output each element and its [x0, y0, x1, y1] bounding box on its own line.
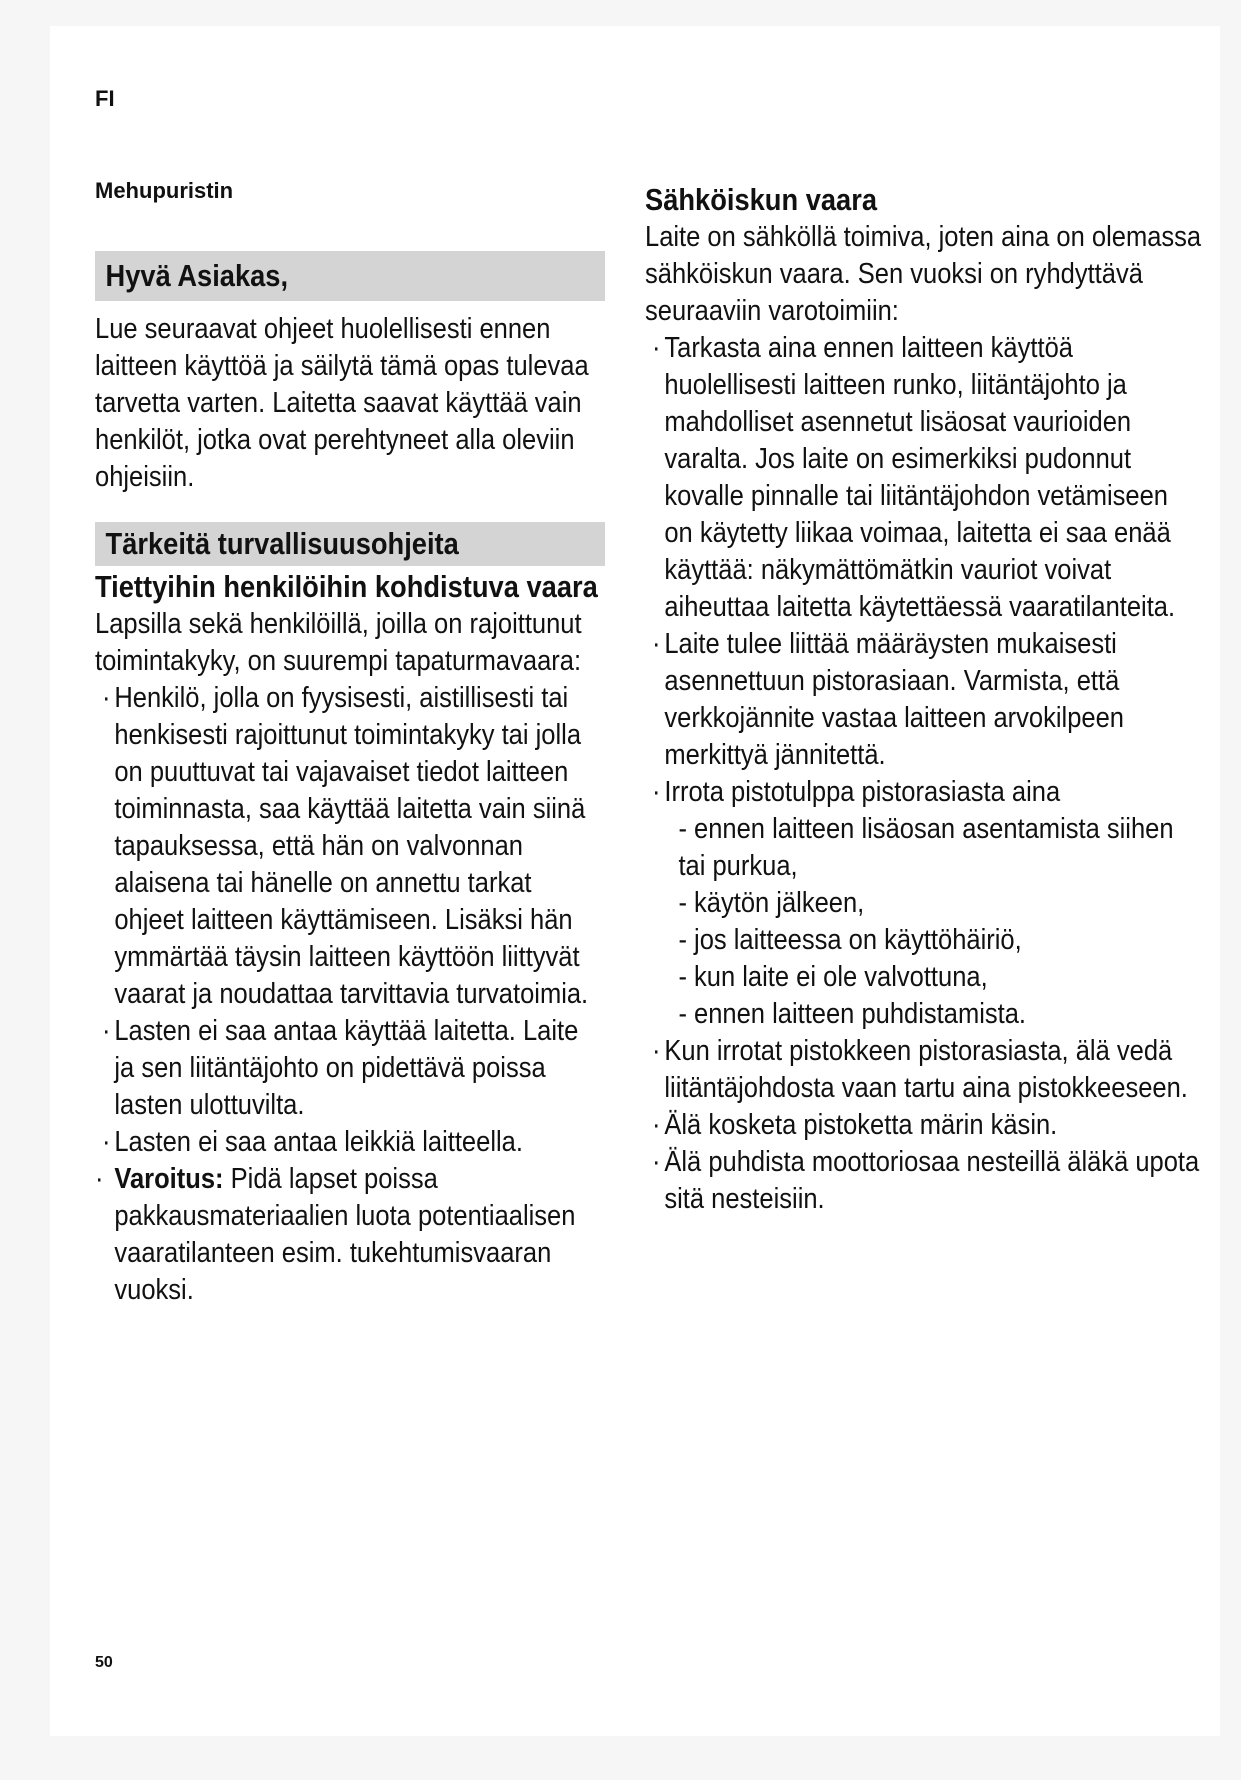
bullet-dot: · — [102, 1126, 111, 1158]
list-item: - kun laite ei ole valvottuna, — [678, 961, 988, 993]
warning-note — [95, 1161, 622, 1309]
list-item — [95, 680, 602, 1013]
bullet-text: Kun irrotat pistokkeen pistorasiasta, älä vedä liitäntäjohdosta vaan tartu aina pistokkeeseen. — [664, 1035, 1188, 1104]
bullet-dot: · — [652, 1109, 661, 1141]
bullet-dot: · — [652, 776, 661, 808]
shock-intro: Laite on sähköllä toimiva, joten aina on olemassa sähköiskun vaara. Sen vuoksi on ryhdyttävä seuraaviin varotoimiin: — [645, 221, 1202, 327]
warning-text: Pidä lapset poissa pakkausmateriaalien luota potentiaalisen vaaratilanteen esim. tukehtumisvaaran vuoksi. — [114, 1163, 576, 1306]
list-item — [645, 330, 1202, 626]
bullet-text: Lasten ei saa antaa leikkiä laitteella. — [114, 1126, 523, 1158]
greeting-banner — [95, 251, 605, 301]
page-number: 50 — [95, 1654, 113, 1671]
greeting-heading: Hyvä Asiakas, — [105, 258, 289, 293]
bullet-dot: · — [652, 1035, 661, 1067]
list-item — [645, 774, 1202, 1033]
bullet-text: Henkilö, jolla on fyysisesti, aistillisesti tai henkisesti rajoittunut toimintakyky tai jolla on puuttuvat tai vajavaiset tiedot laitteen toiminnasta, saa käyttää laitetta vain siinä tapauksessa, että hän on valvonnan alaisena tai hänelle on annettu tarkat ohjeet laitteen käyttämiseen. Lisäksi hän ymmärtää täysin laitteen käyttöön liittyvät vaarat ja noudattaa tarvittavia turvatoimia. — [114, 682, 589, 1010]
persons-heading: Tiettyihin henkilöihin kohdistuva vaara — [95, 569, 598, 604]
right-column — [645, 181, 1205, 1218]
bullet-dot: · — [652, 332, 661, 364]
list-item — [645, 1144, 1202, 1218]
unplug-dash-list — [664, 811, 1202, 1033]
manual-page — [50, 26, 1220, 1736]
warning-label: Varoitus: — [114, 1163, 224, 1195]
intro-paragraph: Lue seuraavat ohjeet huolellisesti ennen laitteen käyttöä ja säilytä tämä opas tulevaa tarvetta varten. Laitetta saavat käyttää vain henkilöt, jotka ovat perehtyneet alla oleviin ohjeisiin. — [95, 313, 589, 493]
bullet-dot: · — [652, 628, 661, 660]
list-item — [95, 1124, 602, 1161]
persons-bullet-list — [95, 680, 602, 1161]
list-item: - ennen laitteen lisäosan asentamista siihen tai purkua, — [678, 813, 1174, 882]
bullet-dot: · — [652, 1146, 661, 1178]
bullet-dot: · — [102, 682, 111, 714]
list-item — [645, 1107, 1202, 1144]
bullet-dot: · — [95, 1163, 104, 1195]
list-item — [645, 1033, 1202, 1107]
safety-banner — [95, 522, 605, 566]
bullet-text: Lasten ei saa antaa käyttää laitetta. Laite ja sen liitäntäjohto on pidettävä poissa lasten ulottuvilta. — [114, 1015, 579, 1121]
left-column — [95, 251, 605, 1309]
list-item: - käytön jälkeen, — [678, 887, 865, 919]
list-item — [95, 1013, 602, 1124]
list-item: - jos laitteessa on käyttöhäiriö, — [678, 924, 1022, 956]
bullet-text: Tarkasta aina ennen laitteen käyttöä huolellisesti laitteen runko, liitäntäjohto ja mahdolliset asennetut lisäosat vaurioiden varalta. Jos laite on esimerkiksi pudonnut kovalle pinnalle tai liitäntäjohdon vetämiseen on käytetty liikaa voimaa, laitetta ei saa enää käyttää: näkymättömätkin vauriot voivat aiheuttaa laitetta käytettäessä vaaratilanteita. — [664, 332, 1176, 623]
shock-heading: Sähköiskun vaara — [645, 182, 878, 217]
shock-bullet-list — [645, 330, 1202, 1218]
bullet-text: Irrota pistotulppa pistorasiasta aina — [664, 776, 1061, 808]
bullet-text: Älä kosketa pistoketta märin käsin. — [664, 1109, 1058, 1141]
language-code: FI — [95, 86, 115, 111]
bullet-dot: · — [102, 1015, 111, 1047]
product-name: Mehupuristin — [95, 178, 234, 203]
safety-heading: Tärkeitä turvallisuusohjeita — [105, 526, 459, 561]
list-item — [645, 626, 1202, 774]
bullet-text: Älä puhdista moottoriosaa nesteillä äläkä upota sitä nesteisiin. — [664, 1146, 1200, 1215]
persons-intro: Lapsilla sekä henkilöillä, joilla on rajoittunut toimintakyky, on suurempi tapaturmavaara: — [95, 608, 582, 677]
bullet-text: Laite tulee liittää määräysten mukaisesti asennettuun pistorasiaan. Varmista, että verkkojännite vastaa laitteen arvokilpeen merkittyä jännitettä. — [664, 628, 1124, 771]
list-item: - ennen laitteen puhdistamista. — [678, 998, 1027, 1030]
